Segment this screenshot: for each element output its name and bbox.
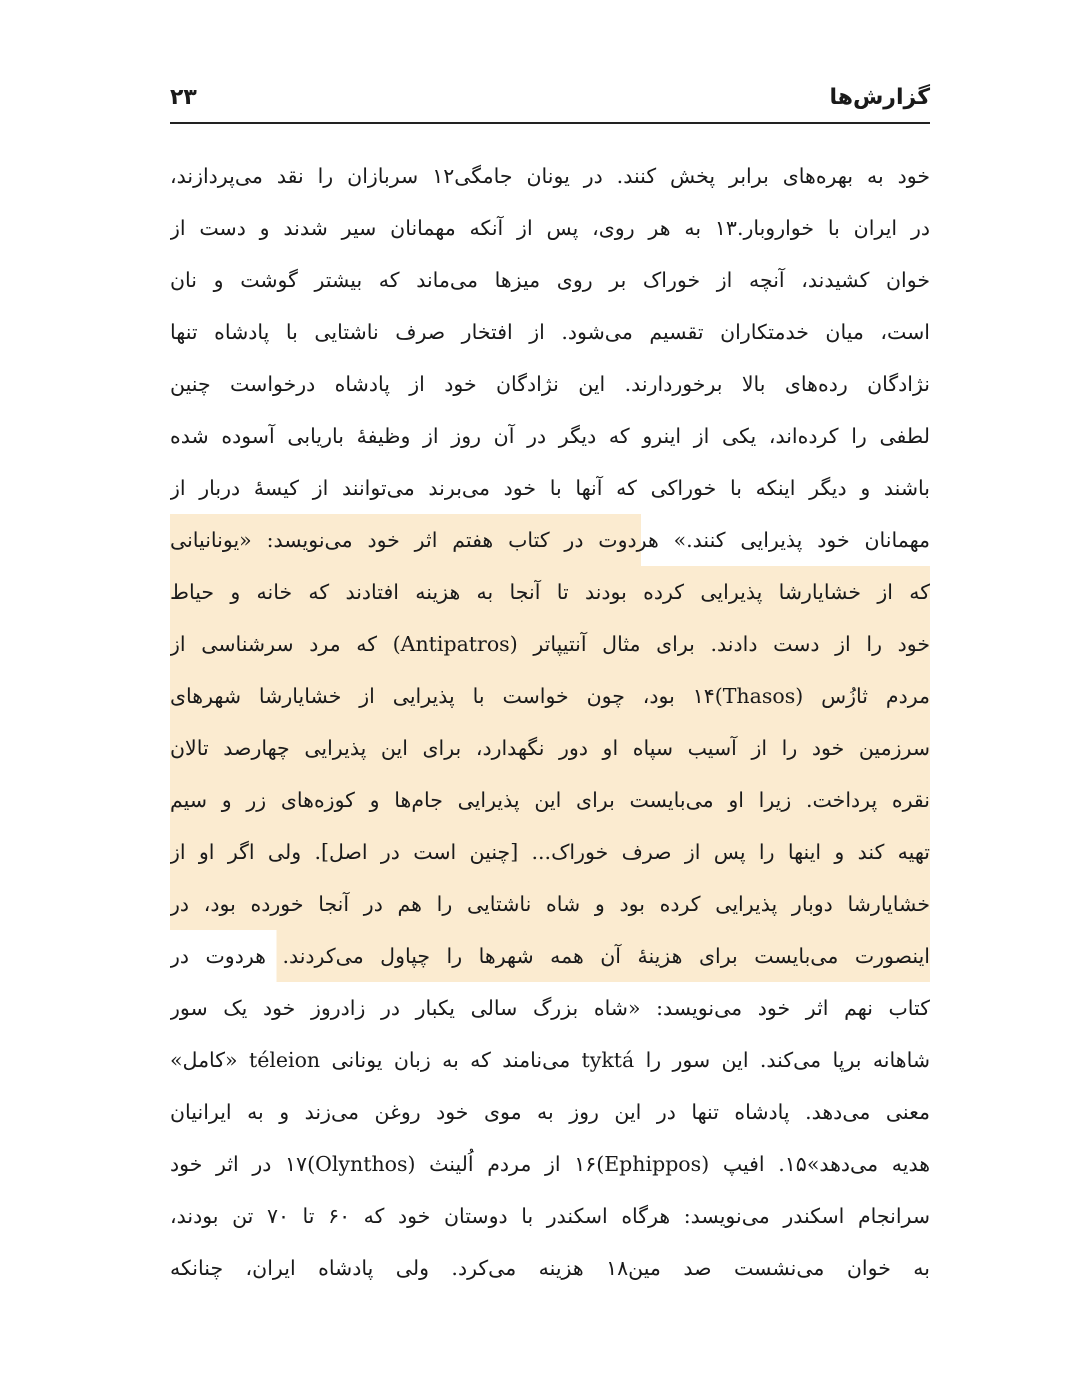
chapter-title: گزارش‌ها	[829, 85, 930, 110]
text-line: نژادگان رده‌های بالا برخوردارند. این نژادگان خود از پادشاه درخواست چنین	[170, 372, 930, 396]
text-line-highlighted: خود را از دست دادند. برای مثال آنتیپاتر (Antipatros) که مرد سرشناسی از	[170, 618, 930, 670]
text-line: کتاب نهم اثر خود می‌نویسد: «شاه بزرگ سالی یکبار در زادروز خود یک سور	[170, 996, 930, 1020]
text-line-highlighted: سرزمین خود را از آسیب سپاه او دور نگهدارد، برای این پذیرایی چهارصد تالان	[170, 722, 930, 774]
text-line: معنی می‌دهد. پادشاه تنها در این روز به موی خود روغن می‌زند و به ایرانیان	[170, 1100, 930, 1124]
text-line: شاهانه برپا می‌کند. این سور را tyktá می‌نامند که به زبان یونانی téleion «کامل»	[170, 1048, 930, 1072]
text-line: باشند و دیگر اینکه با خوراکی که آنها با خود می‌برند می‌توانند از کیسهٔ دربار از	[170, 476, 930, 500]
text-line-highlighted: مهمانان خود پذیرایی کنند.» هردوت در کتاب هفتم اثر خود می‌نویسد: «یونانیانی	[170, 514, 930, 566]
text-line-highlighted: خشایارشا دوبار پذیرایی کرده بود و شاه ناشتایی را هم در آنجا خورده بود، در	[170, 878, 930, 930]
text-line-highlighted: که از خشایارشا پذیرایی کرده بودند تا آنجا به هزینه افتادند که خانه و حیاط	[170, 566, 930, 618]
text-line-highlighted: اینصورت می‌بایست برای هزینهٔ آن همه شهرها را چپاول می‌کردند. هردوت در	[170, 930, 930, 982]
text-line: خوان کشیدند، آنچه از خوراک بر روی میزها می‌ماند که بیشتر گوشت و نان	[170, 268, 930, 292]
text-line: هدیه می‌دهد»۱۵. افیپ (Ephippos)۱۶ از مردم اُلینث (Olynthos)۱۷ در اثر خود	[170, 1152, 930, 1176]
running-header	[170, 84, 930, 124]
text-line: به خوان می‌نشست صد مین۱۸ هزینه می‌کرد. ولی پادشاه ایران، چنانکه	[170, 1256, 930, 1280]
text-line: خود به بهره‌های برابر پخش کنند. در یونان جامگی۱۲ سربازان را نقد می‌پردازند،	[170, 164, 930, 188]
text-line: است، میان خدمتکاران تقسیم می‌شود. از افتخار صرف ناشتایی با پادشاه تنها	[170, 320, 930, 344]
page-number: ۲۳	[170, 85, 197, 110]
text-line: لطفی را کرده‌اند، یکی از اینرو که دیگر در آن روز از وظیفهٔ باریابی آسوده شده	[170, 424, 930, 448]
text-line-highlighted: مردم ثازُس (Thasos)۱۴ بود، چون خواست با پذیرایی از خشایارشا شهرهای	[170, 670, 930, 722]
text-line: در ایران با خواروبار.۱۳ به هر روی، پس از آنکه مهمانان سیر شدند و دست از	[170, 216, 930, 240]
text-line-highlighted: نقره پرداخت. زیرا او می‌بایست برای این پذیرایی جام‌ها و کوزه‌های زر و سیم	[170, 774, 930, 826]
text-line: سرانجام اسکندر می‌نویسد: هرگاه اسکندر با دوستان خود که ۶۰ تا ۷۰ تن بودند،	[170, 1204, 930, 1228]
body-text	[170, 150, 930, 1294]
text-line-highlighted: تهیه کند و اینها را پس از صرف خوراک... [چنین است در اصل]. ولی اگر او از	[170, 826, 930, 878]
